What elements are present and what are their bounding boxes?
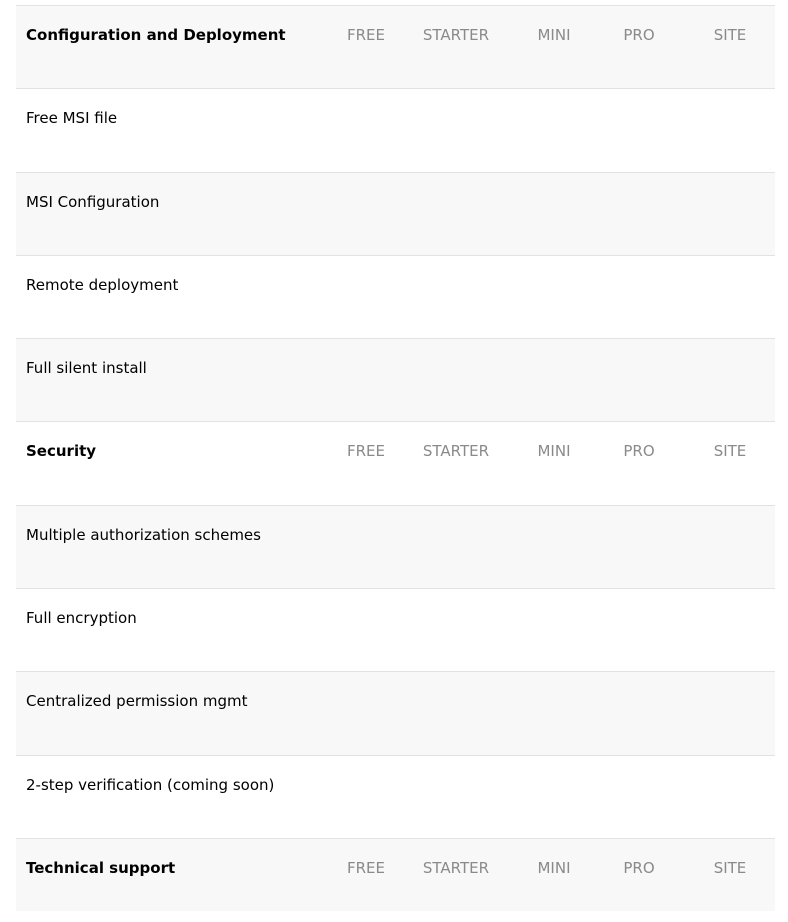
plan-column-mini: MINI [537,858,571,877]
feature-label: Full encryption [26,609,137,628]
feature-row [16,89,775,172]
plan-column-starter: STARTER [422,858,490,877]
plan-column-free: FREE [346,858,385,877]
feature-comparison-table [16,5,775,911]
plan-column-pro: PRO [623,442,655,461]
plan-column-pro: PRO [623,26,655,44]
section-title: Security [26,442,97,461]
plan-column-site: SITE [713,858,747,877]
feature-label: Remote deployment [26,275,179,294]
feature-row [16,756,775,839]
section-header-row [16,839,775,911]
feature-row [16,256,775,339]
plan-column-site: SITE [713,442,747,461]
section-title: Configuration and Deployment [26,26,286,44]
plan-column-mini: MINI [537,442,571,461]
feature-label: MSI Configuration [26,192,160,211]
feature-row [16,589,775,672]
feature-row [16,339,775,422]
plan-column-pro: PRO [623,858,655,877]
section-header-row [16,422,775,505]
plan-column-site: SITE [713,26,747,44]
plan-column-mini: MINI [537,26,571,44]
feature-label: Centralized permission mgmt [26,692,248,711]
plan-column-starter: STARTER [422,442,490,461]
plan-column-free: FREE [346,26,385,44]
feature-row [16,506,775,589]
section-title: Technical support [26,858,176,877]
feature-label: Full silent install [26,359,147,378]
section-header-row [16,6,775,89]
feature-label: Multiple authorization schemes [26,525,261,544]
feature-row [16,173,775,256]
plan-column-starter: STARTER [422,26,490,44]
plan-column-free: FREE [346,442,385,461]
feature-label: Free MSI file [26,109,118,128]
feature-row [16,672,775,755]
feature-label: 2-step verification (coming soon) [26,775,275,794]
